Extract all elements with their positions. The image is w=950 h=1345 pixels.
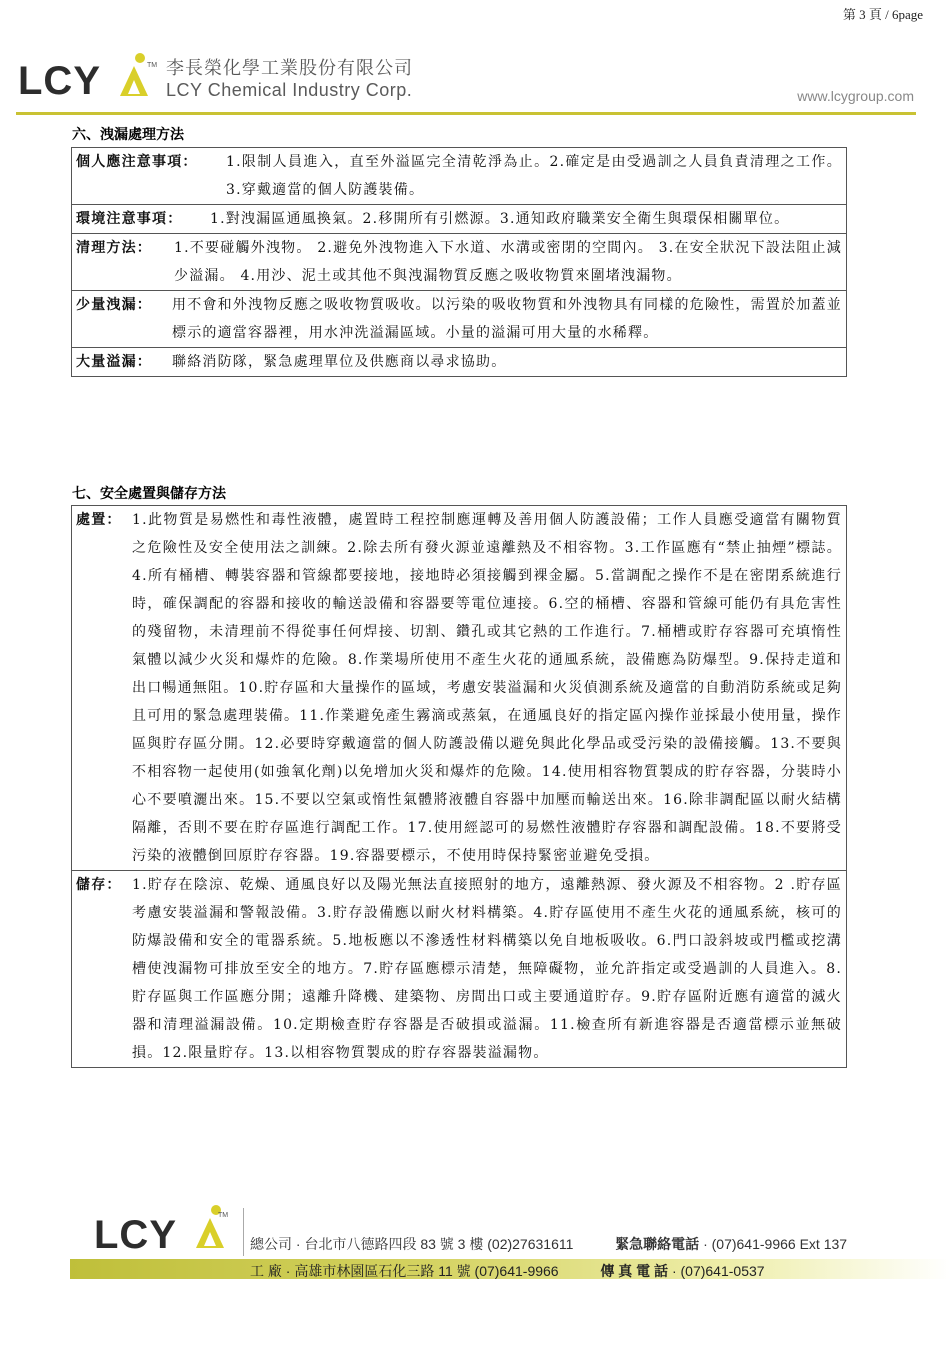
footer-trademark-mark: TM [218,1212,229,1219]
website[interactable]: www.lcygroup.com [797,88,914,104]
entry-text: 1.不要碰觸外洩物。 2.避免外洩物進入下水道、水溝或密閉的空間內。 3.在安全狀況下設法阻止減少溢漏。 4.用沙、泥土或其他不與洩漏物質反應之吸收物質來圍堵洩漏物。 [174,240,842,284]
entry-body [76,506,842,870]
page-number: 第 3 頁 / 6page [842,7,923,22]
entry-label: 少量洩漏： [76,297,152,313]
entry-label: 儲存： [76,877,122,893]
trademark-mark: TM [147,62,158,69]
svg-text:LCY: LCY [94,1213,177,1257]
entry-text: 1.此物質是易燃性和毒性液體，處置時工程控制應運轉及善用個人防護設備；工作人員應受適當有關物質之危險性及安全使用法之訓練。2.除去所有發火源並遠離熱及不相容物。3.工作區應有“禁止抽煙”標誌。4.所有桶槽、轉裝容器和管線都要接地，接地時必須接觸到裸金屬。5.當調配之操作不是在密閉系統進行時，確保調配的容器和接收的輸送設備和容器要等電位連接。6.空的桶槽、容器和管線可能仍有具危害性的殘留物，未清理前不得從事任何焊接、切割、鑽孔或其它熱的工作進行。7.桶槽或貯存容器可充填惰性氣體以減少火災和爆炸的危險。8.作業場所使用不產生火花的通風系統，設備應為防爆型。9.保持走道和出口暢通無阻。10.貯存區和大量操作的區域，考慮安裝溢漏和火災偵測系統及適當的自動消防系統或足夠且可用的緊急處理裝備。11.作業避免產生霧滴或蒸氣，在通風良好的指定區內操作並採最小使用量，操作區與貯存區分開。12.必要時穿戴適當的個人防護設備以避免與此化學品或受污染的設備接觸。13.不要與不相容物一起使用(如強氧化劑)以免增加火災和爆炸的危險。14.使用相容物質製成的貯存容器，分裝時小心不要噴灑出來。15.不要以空氣或惰性氣體將液體自容器中加壓而輸送出來。16.除非調配區以耐火結構隔離，否則不要在貯存區進行調配工作。17.使用經認可的易燃性液體貯存容器和調配設備。18.不要將受污染的液體倒回原貯存容器。19.容器要標示，不使用時保持緊密並避免受損。 [132,512,842,864]
footer-fax-phone: · (07)641-0537 [668,1263,765,1279]
entry-label: 清理方法： [76,240,152,256]
entry-text: 1.對洩漏區通風換氣。2.移開所有引燃源。3.通知政府職業安全衛生與環保相關單位。 [210,211,790,227]
entry-body [76,148,842,204]
entry-body [76,871,842,1067]
footer-lcy-logo [94,1198,234,1258]
entry-label: 處置： [76,512,122,528]
footer-fax-label: 傳 真 電 話 [600,1263,669,1279]
entry-environmental-precautions [72,205,846,234]
entry-body [76,291,842,347]
entry-handling [72,506,846,871]
footer-divider [243,1208,244,1256]
entry-body [76,205,842,233]
company-name-zh: 李長榮化學工業股份有限公司 [166,58,413,78]
section-7-title: 七、安全處置與儲存方法 [72,486,226,502]
entry-label: 大量溢漏： [76,354,152,370]
entry-large-spill [72,347,846,376]
entry-text: 1.貯存在陰涼、乾燥、通風良好以及陽光無法直接照射的地方，遠離熱源、發火源及不相容物。2 .貯存區考慮安裝溢漏和警報設備。3.貯存設備應以耐火材料構築。4.貯存區使用不產生火花的通風系統，核可的防爆設備和安全的電器系統。5.地板應以不滲透性材料構築以免自地板吸收。6.門口設斜坡或門檻或挖溝槽使洩漏物可排放至安全的地方。7.貯存區應標示清楚，無障礙物，並允許指定或受過訓的人員進入。8.貯存區與工作區應分開；遠離升降機、建築物、房間出口或主要通道貯存。9.貯存區附近應有適當的滅火器和清理溢漏設備。10.定期檢查貯存容器是否破損或溢漏。11.檢查所有新進容器是否適當標示並無破損。12.限量貯存。13.以相容物質製成的貯存容器裝溢漏物。 [132,877,842,1061]
entry-text: 1.限制人員進入，直至外溢區完全清乾淨為止。2.確定是由受過訓之人員負責清理之工作。3.穿戴適當的個人防護裝備。 [226,154,842,198]
entry-cleanup-methods [72,234,846,291]
entry-personal-precautions [72,148,846,205]
entry-text: 聯絡消防隊，緊急處理單位及供應商以尋求協助。 [172,354,507,370]
company-name [166,57,413,101]
footer-plant: 工 廠 · 高雄市林園區石化三路 11 號 (07)641-9966 [250,1263,559,1279]
entry-label: 環境注意事項： [76,211,183,227]
lcy-logo [16,44,166,106]
entry-storage [72,871,846,1067]
footer-emergency-label: 緊急聯絡電話 [615,1236,700,1252]
header-divider [16,112,916,115]
entry-text: 用不會和外洩物反應之吸收物質吸收。以污染的吸收物質和外洩物具有同樣的危險性，需置於加蓋並標示的適當容器裡，用水沖洗溢漏區域。小量的溢漏可用大量的水稀釋。 [172,297,842,341]
entry-small-spill [72,291,846,347]
section-6-box [71,147,847,377]
section-6-title: 六、洩漏處理方法 [72,127,184,143]
svg-text:LCY: LCY [18,59,101,103]
footer-emergency-phone: · (07)641-9966 Ext 137 [699,1236,848,1252]
footer-hq-line [250,1234,847,1254]
footer-plant-line [250,1261,765,1281]
footer-hq: 總公司 · 台北市八德路四段 83 號 3 樓 (02)27631611 [250,1236,574,1252]
entry-body [76,234,842,290]
entry-body [76,348,842,376]
company-name-en: LCY Chemical Industry Corp. [166,80,413,100]
section-7-box [71,505,847,1068]
entry-label: 個人應注意事項： [76,154,198,170]
